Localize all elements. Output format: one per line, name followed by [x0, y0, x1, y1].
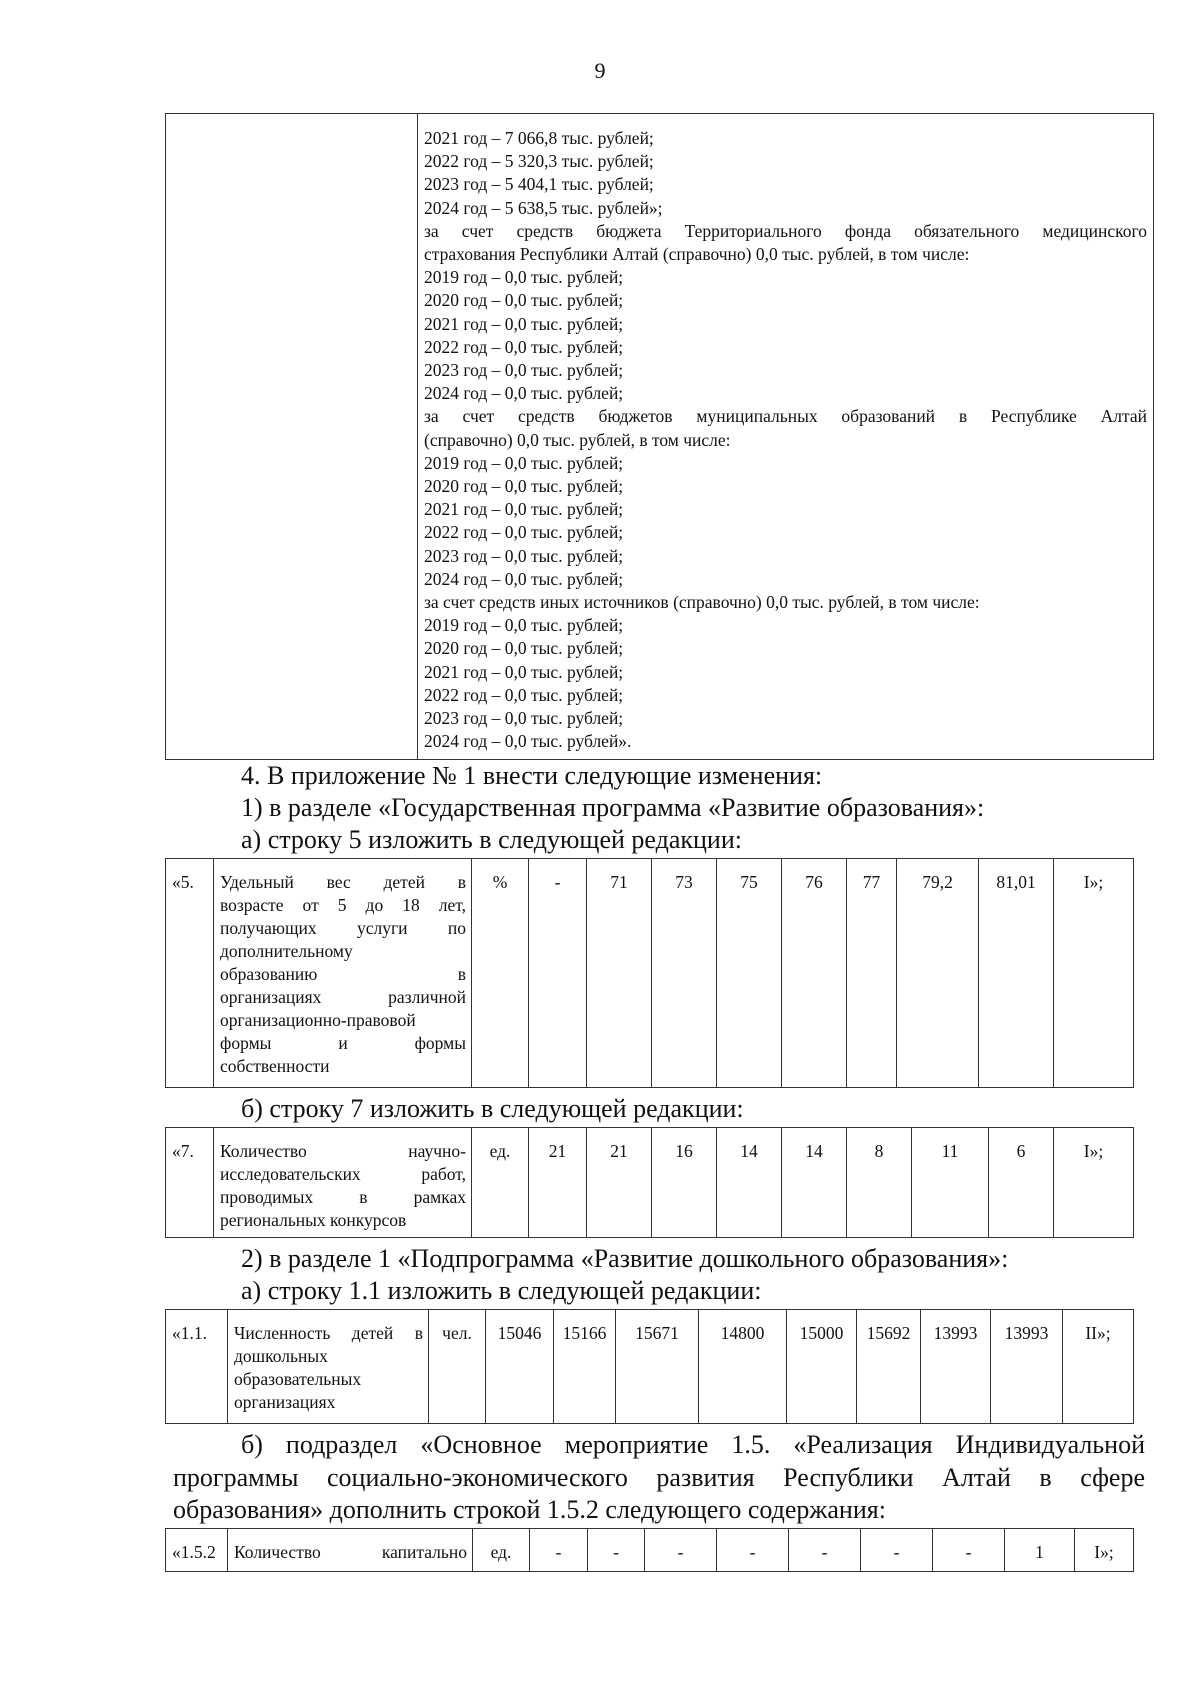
funding-line: 2023 год – 0,0 тыс. рублей; — [424, 360, 624, 381]
funding-line: за счет средств бюджета Территориального фонда обязательного медицинского — [424, 220, 1147, 241]
value-cell: 79,2 — [897, 859, 979, 1088]
value-cell: 81,01 — [979, 859, 1054, 1088]
paragraph-4-2-a: а) строку 1.1 изложить в следующей редакции: — [241, 1276, 762, 1305]
indicator-name-line: организациях — [234, 1392, 336, 1412]
unit-cell: % — [472, 859, 529, 1088]
paragraph-4: 4. В приложение № 1 внести следующие изменения: — [241, 761, 823, 790]
indicator-name-line: Количество научно- — [220, 1141, 466, 1161]
value-cell: 77 — [847, 859, 897, 1088]
funding-line: 2019 год – 0,0 тыс. рублей; — [424, 615, 624, 636]
page-number: 9 — [594, 58, 606, 83]
funding-line: 2021 год – 0,0 тыс. рублей; — [424, 499, 624, 520]
row-1-5-2-table — [165, 1528, 1134, 1572]
funding-line: 2023 год – 5 404,1 тыс. рублей; — [424, 174, 654, 195]
value-cell: - — [861, 1529, 933, 1572]
indicator-name-line: Количество капитально — [234, 1542, 467, 1562]
row-id-cell: «5. — [166, 859, 214, 1088]
value-cell: 15692 — [857, 1310, 921, 1424]
funding-table-text-cell — [418, 114, 1154, 760]
value-cell: - — [529, 859, 587, 1088]
indicator-name-cell — [228, 1529, 473, 1572]
funding-line: 2021 год – 0,0 тыс. рублей; — [424, 661, 624, 682]
funding-table-empty-cell — [166, 114, 418, 760]
funding-line: 2022 год – 0,0 тыс. рублей; — [424, 522, 624, 543]
value-cell: - — [645, 1529, 717, 1572]
funding-line: 2022 год – 5 320,3 тыс. рублей; — [424, 151, 654, 172]
indicator-name-cell — [228, 1310, 429, 1424]
funding-line: 2023 год – 0,0 тыс. рублей; — [424, 545, 624, 566]
value-cell: 15671 — [616, 1310, 699, 1424]
tail-cell: I»; — [1075, 1529, 1134, 1572]
row-7-table — [165, 1127, 1134, 1238]
indicator-name-line: проводимых в рамках — [220, 1187, 466, 1207]
unit-cell: чел. — [429, 1310, 486, 1424]
funding-line: 2022 год – 0,0 тыс. рублей; — [424, 336, 624, 357]
value-cell: - — [588, 1529, 645, 1572]
value-cell: 14800 — [699, 1310, 787, 1424]
value-cell: 8 — [847, 1128, 912, 1238]
value-cell: 13993 — [991, 1310, 1063, 1424]
funding-line: 2024 год – 0,0 тыс. рублей; — [424, 383, 624, 404]
funding-line: страхования Республики Алтай (справочно) 0,0 тыс. рублей, в том числе: — [424, 244, 970, 265]
row-id-cell: «7. — [166, 1128, 214, 1238]
indicator-name-line: организационно-правовой — [220, 1010, 416, 1030]
paragraph-4-1: 1) в разделе «Государственная программа «Развитие образования»: — [241, 793, 985, 822]
value-cell: 16 — [652, 1128, 717, 1238]
indicator-name-line: дополнительному — [220, 941, 353, 961]
funding-line: 2020 год – 0,0 тыс. рублей; — [424, 290, 624, 311]
row-1-1-table — [165, 1309, 1134, 1424]
indicator-name-line: исследовательских работ, — [220, 1164, 466, 1184]
value-cell: 11 — [912, 1128, 989, 1238]
unit-cell: ед. — [472, 1128, 529, 1238]
funding-line: за счет средств иных источников (справочно) 0,0 тыс. рублей, в том числе: — [424, 592, 980, 613]
paragraph-4-2: 2) в разделе 1 «Подпрограмма «Развитие дошкольного образования»: — [241, 1244, 1009, 1273]
value-cell: 21 — [529, 1128, 587, 1238]
tail-cell: I»; — [1054, 859, 1134, 1088]
funding-line: 2024 год – 0,0 тыс. рублей; — [424, 568, 624, 589]
funding-line: 2019 год – 0,0 тыс. рублей; — [424, 267, 624, 288]
funding-line: за счет средств бюджетов муниципальных образований в Республике Алтай — [424, 406, 1147, 427]
paragraph-4-2-b: б) подраздел «Основное мероприятие 1.5. «Реализация Индивидуальной программы социально-экономического развития Республики Алтай в сфере образования» дополнить строкой 1.5.2 следующего содержания: — [173, 1430, 1145, 1524]
tail-cell: II»; — [1063, 1310, 1134, 1424]
funding-line: 2022 год – 0,0 тыс. рублей; — [424, 684, 624, 705]
indicator-name-line: возрасте от 5 до 18 лет, — [220, 895, 466, 915]
value-cell: 15166 — [554, 1310, 616, 1424]
funding-line: 2021 год – 0,0 тыс. рублей; — [424, 313, 624, 334]
indicator-name-line: получающих услуги по — [220, 918, 466, 938]
value-cell: 73 — [652, 859, 717, 1088]
indicator-name-cell — [214, 859, 472, 1088]
value-cell: 6 — [989, 1128, 1054, 1238]
indicator-name-line: Численность детей в — [234, 1323, 423, 1343]
value-cell: 13993 — [921, 1310, 991, 1424]
indicator-name-line: организациях различной — [220, 987, 466, 1007]
value-cell: - — [789, 1529, 861, 1572]
value-cell: 14 — [717, 1128, 782, 1238]
indicator-name-line: дошкольных — [234, 1346, 328, 1366]
unit-cell: ед. — [473, 1529, 530, 1572]
funding-line: 2020 год – 0,0 тыс. рублей; — [424, 638, 624, 659]
indicator-name-line: собственности — [220, 1056, 330, 1076]
value-cell: 1 — [1005, 1529, 1075, 1572]
indicator-name-line: региональных конкурсов — [220, 1210, 407, 1230]
paragraph-4-1-a: а) строку 5 изложить в следующей редакции: — [241, 825, 742, 854]
value-cell: 21 — [587, 1128, 652, 1238]
value-cell: - — [717, 1529, 789, 1572]
value-cell: 75 — [717, 859, 782, 1088]
funding-line: (справочно) 0,0 тыс. рублей, в том числе: — [424, 429, 731, 450]
value-cell: 71 — [587, 859, 652, 1088]
value-cell: 15046 — [486, 1310, 554, 1424]
indicator-name-line: формы и формы — [220, 1033, 466, 1053]
value-cell: 76 — [782, 859, 847, 1088]
indicator-name-line: Удельный вес детей в — [220, 872, 466, 892]
value-cell: 15000 — [787, 1310, 857, 1424]
funding-line: 2019 год – 0,0 тыс. рублей; — [424, 452, 624, 473]
funding-line: 2021 год – 7 066,8 тыс. рублей; — [424, 128, 654, 148]
funding-line: 2020 год – 0,0 тыс. рублей; — [424, 476, 624, 497]
funding-line: 2024 год – 0,0 тыс. рублей». — [424, 731, 632, 752]
funding-line: 2024 год – 5 638,5 тыс. рублей»; — [424, 197, 663, 218]
value-cell: - — [933, 1529, 1005, 1572]
row-id-cell: «1.5.2 — [166, 1529, 228, 1572]
row-id-cell: «1.1. — [166, 1310, 228, 1424]
paragraph-4-1-b: б) строку 7 изложить в следующей редакции: — [241, 1094, 744, 1123]
tail-cell: I»; — [1054, 1128, 1134, 1238]
row-5-table — [165, 858, 1134, 1088]
funding-line: 2023 год – 0,0 тыс. рублей; — [424, 708, 624, 729]
funding-table — [165, 113, 1154, 760]
indicator-name-line: образованию в — [220, 964, 466, 984]
indicator-name-line: образовательных — [234, 1369, 362, 1389]
indicator-name-cell — [214, 1128, 472, 1238]
value-cell: 14 — [782, 1128, 847, 1238]
value-cell: - — [530, 1529, 588, 1572]
